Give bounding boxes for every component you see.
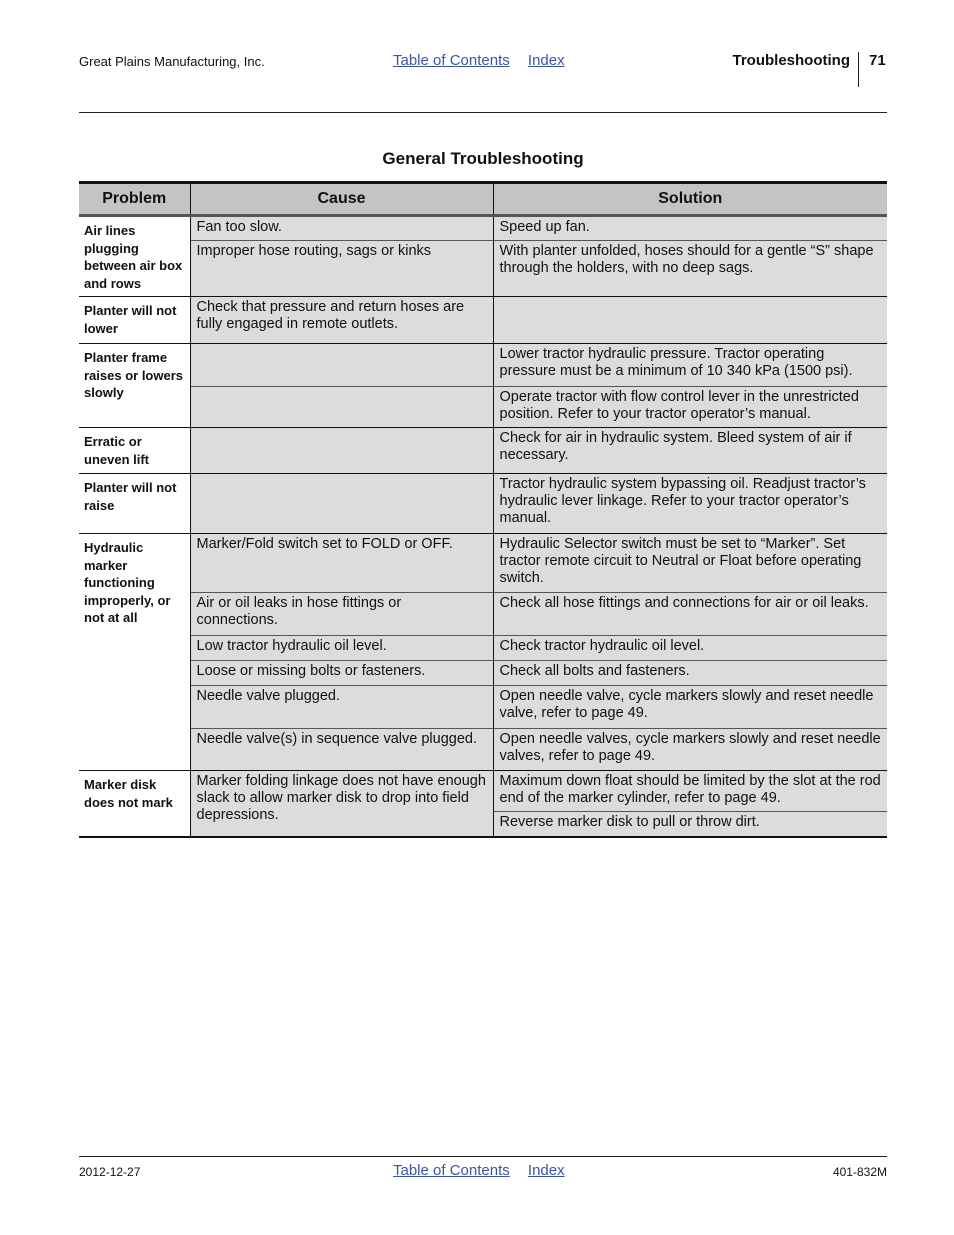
troubleshooting-table [79, 181, 887, 838]
solution-cell: Operate tractor with flow control lever in the unrestricted position. Refer to your tractor operator’s manual. [493, 387, 887, 428]
table-row [79, 686, 887, 729]
solution-cell: Check all bolts and fasteners. [493, 661, 887, 686]
cause-cell [190, 344, 493, 387]
column-header-solution: Solution [493, 183, 887, 216]
solution-cell: Maximum down float should be limited by the slot at the rod end of the marker cylinder, refer to page 49. [493, 771, 887, 812]
table-row [79, 636, 887, 661]
solution-cell: Open needle valves, cycle markers slowly and reset needle valves, refer to page 49. [493, 729, 887, 771]
solution-cell: Check tractor hydraulic oil level. [493, 636, 887, 661]
solution-cell: Tractor hydraulic system bypassing oil. Readjust tractor’s hydraulic lever linkage. Refer to your tractor operator’s manual. [493, 474, 887, 534]
table-row [79, 241, 887, 297]
cause-cell: Improper hose routing, sags or kinks [190, 241, 493, 297]
solution-cell: Lower tractor hydraulic pressure. Tractor operating pressure must be a minimum of 10 340 kPa (1500 psi). [493, 344, 887, 387]
solution-cell: Check all hose fittings and connections for air or oil leaks. [493, 593, 887, 636]
solution-cell: Speed up fan. [493, 216, 887, 241]
column-header-problem: Problem [79, 183, 190, 216]
solution-cell: Check for air in hydraulic system. Bleed system of air if necessary. [493, 428, 887, 474]
table-row [79, 771, 887, 812]
cause-cell: Air or oil leaks in hose fittings or connections. [190, 593, 493, 636]
cause-cell: Loose or missing bolts or fasteners. [190, 661, 493, 686]
cause-cell: Needle valve plugged. [190, 686, 493, 729]
solution-cell: Reverse marker disk to pull or throw dirt. [493, 812, 887, 837]
table-row [79, 297, 887, 344]
problem-cell: Hydraulic marker functioning improperly, or not at all [79, 534, 190, 771]
index-link[interactable]: Index [527, 52, 565, 69]
solution-cell: Hydraulic Selector switch must be set to “Marker”. Set tractor remote circuit to Neutral or Float before operating switch. [493, 534, 887, 593]
solution-cell: Open needle valve, cycle markers slowly and reset needle valve, refer to page 49. [493, 686, 887, 729]
cause-cell: Check that pressure and return hoses are fully engaged in remote outlets. [190, 297, 493, 344]
cause-cell [190, 387, 493, 428]
table-row [79, 387, 887, 428]
table-row [79, 474, 887, 534]
table-row [79, 593, 887, 636]
problem-cell: Air lines plugging between air box and rows [79, 216, 190, 297]
footer-date: 2012-12-27 [79, 1165, 141, 1179]
table-row [79, 428, 887, 474]
table-row [79, 534, 887, 593]
header-nav [393, 52, 579, 69]
table-row [79, 344, 887, 387]
toc-link[interactable]: Table of Contents [393, 52, 510, 69]
problem-cell: Marker disk does not mark [79, 771, 190, 837]
footer-nav [393, 1162, 579, 1179]
cause-cell [190, 428, 493, 474]
problem-cell: Erratic or uneven lift [79, 428, 190, 474]
cause-cell: Needle valve(s) in sequence valve plugged. [190, 729, 493, 771]
solution-cell: With planter unfolded, hoses should for a gentle “S” shape through the holders, with no deep sags. [493, 241, 887, 297]
cause-cell: Marker/Fold switch set to FOLD or OFF. [190, 534, 493, 593]
document-number: 401-832M [832, 1165, 887, 1179]
table-row [79, 729, 887, 771]
page-number: 71 [869, 52, 886, 69]
section-title: Troubleshooting [732, 52, 850, 69]
table-row [79, 661, 887, 686]
table-header-row [79, 183, 887, 216]
problem-cell: Planter will not raise [79, 474, 190, 534]
column-header-cause: Cause [190, 183, 493, 216]
footer-toc-link[interactable]: Table of Contents [393, 1162, 510, 1179]
cause-cell: Fan too slow. [190, 216, 493, 241]
table-row [79, 216, 887, 241]
footer-rule [79, 1156, 887, 1157]
header-rule [79, 112, 887, 113]
problem-cell: Planter frame raises or lowers slowly [79, 344, 190, 428]
footer-index-link[interactable]: Index [527, 1162, 565, 1179]
cause-cell: Low tractor hydraulic oil level. [190, 636, 493, 661]
cause-cell [190, 474, 493, 534]
page-title: General Troubleshooting [382, 149, 584, 168]
company-name: Great Plains Manufacturing, Inc. [79, 54, 265, 69]
solution-cell [493, 297, 887, 344]
problem-cell: Planter will not lower [79, 297, 190, 344]
cause-cell: Marker folding linkage does not have enough slack to allow marker disk to drop into field depressions. [190, 771, 493, 837]
header-divider [858, 52, 859, 87]
table-body [79, 216, 887, 837]
